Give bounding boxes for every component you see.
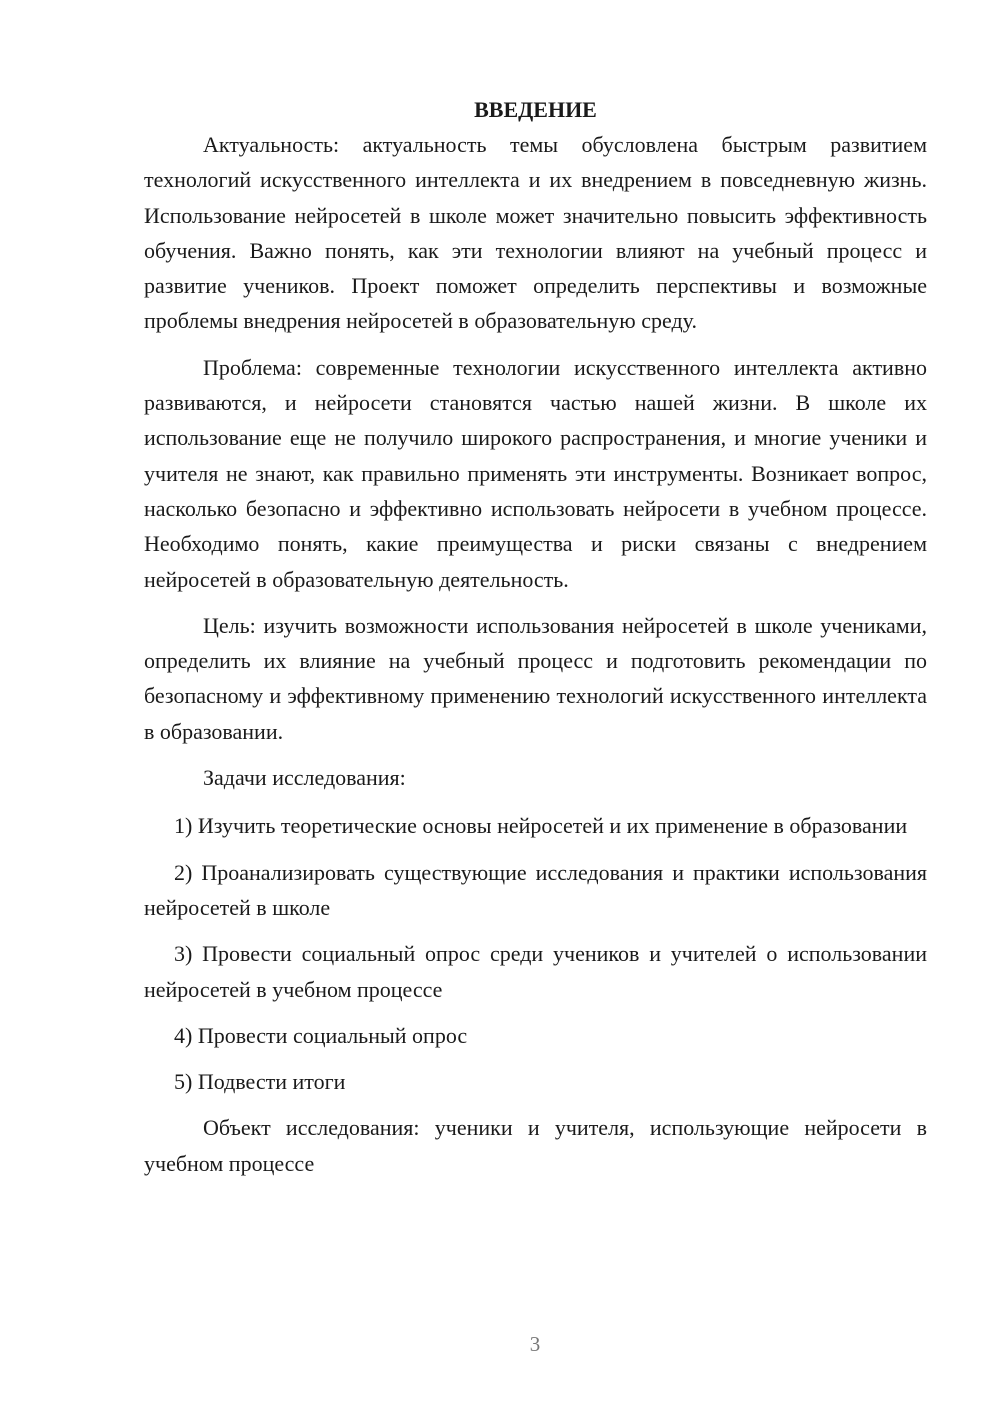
section-title: ВВЕДЕНИЕ xyxy=(474,97,597,122)
object-paragraph: Объект исследования: ученики и учителя, использующие нейросети в учебном процессе xyxy=(144,1115,927,1176)
task-item-1: 1) Изучить теоретические основы нейросетей и их применение в образовании xyxy=(174,813,908,839)
relevance-paragraph: Актуальность: актуальность темы обусловлена быстрым развитием технологий искусственного интеллекта и их внедрением в повседневную жизнь. Использование нейросетей в школе может значительно повысить эффективность обучения. Важно понять, как эти технологии влияют на учебный процесс и развитие учеников. Проект поможет определить перспективы и возможные проблемы внедрения нейросетей в образовательную среду. xyxy=(144,132,927,334)
tasks-heading: Задачи исследования: xyxy=(203,765,406,791)
page-number: 3 xyxy=(529,1332,541,1356)
task-item-2: 2) Проанализировать существующие исследования и практики использования нейросетей в школе xyxy=(144,859,927,920)
task-item-4: 4) Провести социальный опрос xyxy=(174,1022,468,1048)
task-item-5: 5) Подвести итоги xyxy=(174,1069,346,1095)
page-content xyxy=(144,92,927,1192)
goal-paragraph: Цель: изучить возможности использования нейросетей в школе учениками, определить их влияние на учебный процесс и подготовить рекомендации по безопасному и эффективному применению технологий искусственного интеллекта в образовании. xyxy=(144,612,927,744)
problem-paragraph: Проблема: современные технологии искусственного интеллекта активно развиваются, и нейросети становятся частью нашей жизни. В школе их использование еще не получило широкого распространения, и многие ученики и учителя не знают, как правильно применять эти инструменты. Возникает вопрос, насколько безопасно и эффективно использовать нейросети в учебном процессе. Необходимо понять, какие преимущества и риски связаны с внедрением нейросетей в образовательную деятельность. xyxy=(144,354,927,592)
task-item-3: 3) Провести социальный опрос среди учеников и учителей о использовании нейросетей в учебном процессе xyxy=(144,941,927,1002)
